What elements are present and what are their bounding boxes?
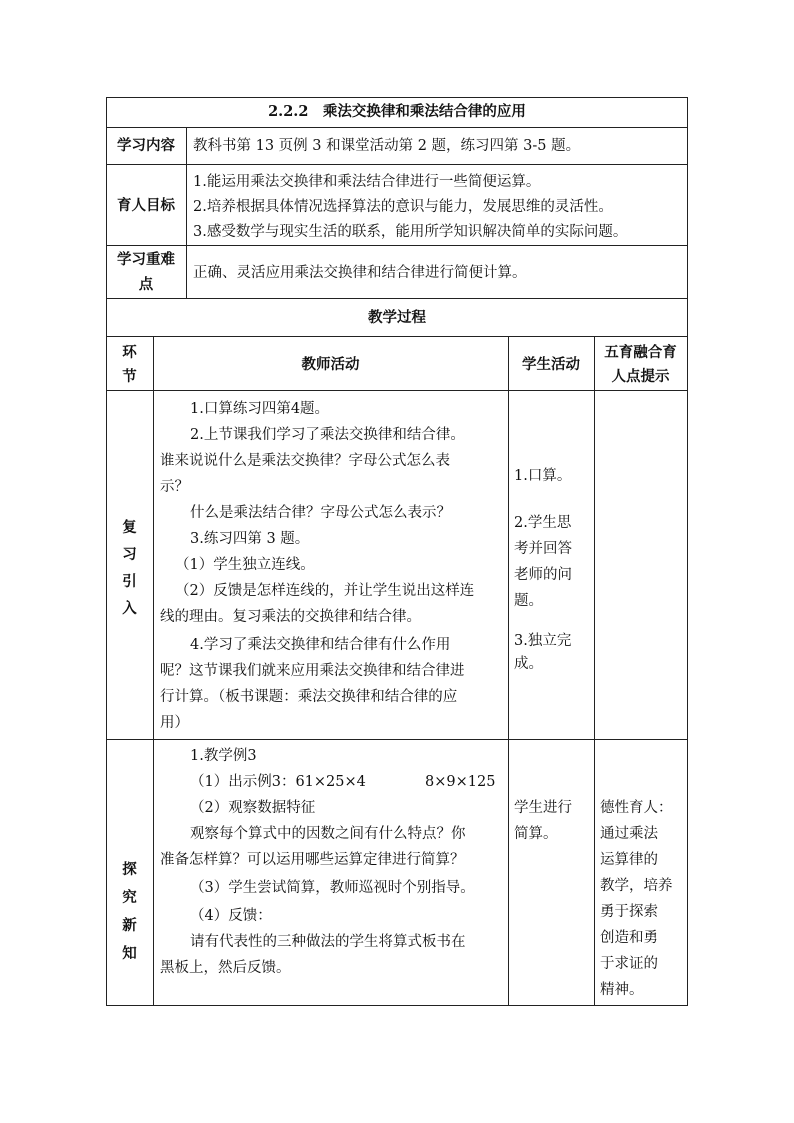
content-label: 学习内容 [117, 137, 175, 154]
stage-char: 新 [122, 917, 137, 934]
page-title: 2.2.2 乘法交换律和乘法结合律的应用 [268, 103, 526, 120]
stage-char: 习 [122, 546, 137, 563]
header-student: 学生活动 [522, 356, 580, 373]
teacher-line: 行计算。（板书课题：乘法交换律和结合律的应 [160, 689, 458, 705]
teacher-line: （3）学生尝试简算，教师巡视时个别指导。 [190, 880, 475, 896]
student-line: 2.学生思 [514, 515, 572, 531]
tips-line: 创造和勇 [600, 930, 658, 946]
stage-char: 入 [122, 600, 137, 617]
teacher-line: 4.学习了乘法交换律和结合律有什么作用 [190, 637, 451, 653]
tips-line: 运算律的 [600, 852, 658, 868]
header-tips: 五育融合育 [604, 344, 677, 361]
teacher-line: 2.上节课我们学习了乘法交换律和结合律。 [190, 427, 465, 443]
grid-line [106, 739, 688, 740]
teacher-line: 请有代表性的三种做法的学生将算式板书在 [190, 934, 466, 950]
grid-line [106, 97, 688, 98]
teacher-line: 呢？这节课我们就来应用乘法交换律和结合律进 [160, 663, 465, 679]
student-line: 1.口算。 [514, 468, 572, 484]
teacher-line: 黑板上，然后反馈。 [160, 960, 291, 976]
tips-line: 勇于探索 [600, 904, 658, 920]
stage-char: 复 [122, 519, 137, 536]
header-tips: 人点提示 [611, 368, 670, 385]
teacher-line: 线的理由。复习乘法的交换律和结合律。 [160, 609, 421, 625]
stage-char: 知 [122, 945, 137, 962]
grid-line [106, 336, 688, 337]
teacher-line: 1.教学例3 [190, 748, 257, 764]
goal-item: 3.感受数学与现实生活的联系，能用所学知识解决简单的实际问题。 [193, 224, 628, 240]
teacher-line: （1）学生独立连线。 [175, 557, 315, 573]
teacher-line: 准备怎样算？可以运用哪些运算定律进行简算？ [160, 852, 465, 868]
teacher-line: 8×9×125 [425, 774, 496, 790]
tips-line: 于求证的 [600, 956, 658, 972]
grid-line [594, 336, 595, 1006]
student-line: 老师的问 [514, 567, 572, 583]
goal-item: 1.能运用乘法交换律和乘法结合律进行一些简便运算。 [193, 174, 541, 190]
goal-label: 育人目标 [117, 197, 175, 214]
teacher-line: 3.练习四第 3 题。 [190, 531, 310, 547]
tips-line: 教学，培养 [600, 878, 673, 894]
grid-line [106, 390, 688, 391]
grid-line [508, 336, 509, 1006]
grid-line [153, 336, 154, 1006]
teacher-line: 谁来说说什么是乘法交换律？字母公式怎么表 [160, 453, 450, 469]
student-line: 题。 [514, 593, 543, 609]
header-teacher: 教师活动 [301, 356, 360, 373]
header-stage: 节 [122, 368, 137, 385]
stage-char: 引 [122, 573, 137, 590]
student-line: 成。 [514, 656, 543, 672]
key-value: 正确、灵活应用乘法交换律和结合律进行简便计算。 [193, 265, 527, 281]
stage-char: 探 [122, 861, 137, 878]
tips-line: 精神。 [600, 982, 644, 998]
grid-line [687, 97, 688, 1006]
key-label: 学习重难 [117, 251, 175, 268]
grid-line [106, 298, 688, 299]
student-line: 简算。 [514, 826, 558, 842]
teacher-line: （2）观察数据特征 [190, 800, 316, 816]
student-line: 3.独立完 [514, 633, 572, 649]
grid-line [106, 127, 688, 128]
student-line: 考并回答 [514, 541, 572, 557]
stage-char: 究 [122, 889, 137, 906]
grid-line [106, 164, 688, 165]
grid-line [106, 1005, 688, 1006]
teacher-line: 什么是乘法结合律？字母公式怎么表示？ [190, 505, 451, 521]
teacher-line: 1.口算练习四第4题。 [190, 401, 330, 417]
teacher-line: 用） [160, 715, 189, 731]
teacher-line: （1）出示例3：61×25×4 [190, 774, 366, 790]
tips-line: 德性育人： [600, 800, 673, 816]
key-label: 点 [138, 276, 154, 293]
tips-line: 通过乘法 [600, 826, 658, 842]
teacher-line: 观察每个算式中的因数之间有什么特点？你 [190, 826, 466, 842]
teacher-line: 示？ [160, 479, 189, 495]
teacher-line: （2）反馈是怎样连线的，并让学生说出这样连 [175, 583, 475, 599]
header-stage: 环 [122, 344, 137, 361]
content-value: 教科书第 13 页例 3 和课堂活动第 2 题，练习四第 3-5 题。 [193, 138, 581, 154]
teacher-line: （4）反馈： [190, 908, 272, 924]
grid-line [186, 127, 187, 298]
process-title: 教学过程 [368, 309, 426, 326]
student-line: 学生进行 [514, 800, 572, 816]
goal-item: 2.培养根据具体情况选择算法的意识与能力，发展思维的灵活性。 [193, 199, 613, 215]
grid-line [106, 245, 688, 246]
